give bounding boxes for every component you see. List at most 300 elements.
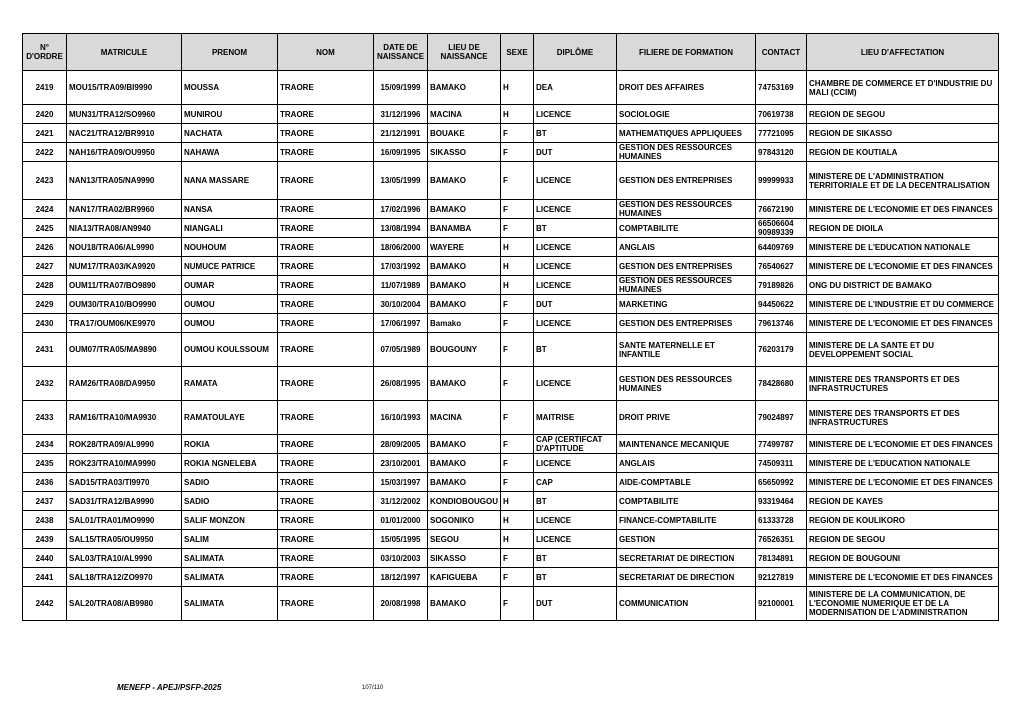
- table-row: [23, 71, 999, 105]
- cell-diplome: BT: [534, 333, 617, 367]
- cell-nom: TRAORE: [278, 401, 374, 435]
- cell-numero: 2423: [23, 162, 67, 200]
- cell-contact: 77499787: [756, 435, 807, 454]
- cell-matricule: RAM16/TRA10/MA9930: [67, 401, 182, 435]
- affectation-table: [22, 33, 999, 621]
- cell-nom: TRAORE: [278, 435, 374, 454]
- cell-affectation: REGION DE SIKASSO: [807, 124, 999, 143]
- cell-prenom: ROKIA: [182, 435, 278, 454]
- cell-contact: 78134891: [756, 549, 807, 568]
- cell-sexe: F: [501, 295, 534, 314]
- cell-filiere: SANTE MATERNELLE ET INFANTILE: [617, 333, 756, 367]
- cell-affectation: MINISTERE DE L'ECONOMIE ET DES FINANCES: [807, 473, 999, 492]
- cell-sexe: H: [501, 511, 534, 530]
- table-row: [23, 568, 999, 587]
- cell-sexe: H: [501, 257, 534, 276]
- cell-matricule: OUM30/TRA10/BO9990: [67, 295, 182, 314]
- header-row: [23, 34, 999, 71]
- cell-sexe: F: [501, 473, 534, 492]
- cell-contact: 92100001: [756, 587, 807, 621]
- cell-matricule: SAL15/TRA05/OU9950: [67, 530, 182, 549]
- cell-matricule: NIA13/TRA08/AN9940: [67, 219, 182, 238]
- table-row: [23, 314, 999, 333]
- cell-prenom: NAHAWA: [182, 143, 278, 162]
- cell-contact: 76540627: [756, 257, 807, 276]
- table-row: [23, 219, 999, 238]
- cell-diplome: BT: [534, 219, 617, 238]
- cell-date-naissance: 23/10/2001: [374, 454, 428, 473]
- cell-filiere: SECRETARIAT DE DIRECTION: [617, 549, 756, 568]
- cell-lieu-naissance: MACINA: [428, 401, 501, 435]
- table-row: [23, 105, 999, 124]
- cell-lieu-naissance: BAMAKO: [428, 162, 501, 200]
- cell-lieu-naissance: MACINA: [428, 105, 501, 124]
- cell-sexe: H: [501, 105, 534, 124]
- table-row: [23, 162, 999, 200]
- table-row: [23, 401, 999, 435]
- cell-matricule: SAD31/TRA12/BA9990: [67, 492, 182, 511]
- cell-nom: TRAORE: [278, 162, 374, 200]
- cell-matricule: OUM07/TRA05/MA9890: [67, 333, 182, 367]
- cell-date-naissance: 17/06/1997: [374, 314, 428, 333]
- cell-filiere: MATHEMATIQUES APPLIQUEES: [617, 124, 756, 143]
- table-row: [23, 587, 999, 621]
- table-row: [23, 492, 999, 511]
- cell-numero: 2422: [23, 143, 67, 162]
- cell-affectation: MINISTERE DE L'ECONOMIE ET DES FINANCES: [807, 200, 999, 219]
- cell-contact: 61333728: [756, 511, 807, 530]
- cell-lieu-naissance: BANAMBA: [428, 219, 501, 238]
- cell-affectation: REGION DE SEGOU: [807, 105, 999, 124]
- cell-prenom: OUMAR: [182, 276, 278, 295]
- cell-numero: 2437: [23, 492, 67, 511]
- cell-date-naissance: 16/09/1995: [374, 143, 428, 162]
- cell-matricule: SAL01/TRA01/MO9990: [67, 511, 182, 530]
- cell-numero: 2429: [23, 295, 67, 314]
- cell-numero: 2424: [23, 200, 67, 219]
- cell-filiere: DROIT PRIVE: [617, 401, 756, 435]
- cell-diplome: DUT: [534, 143, 617, 162]
- table-row: [23, 257, 999, 276]
- cell-lieu-naissance: BAMAKO: [428, 295, 501, 314]
- cell-lieu-naissance: BAMAKO: [428, 435, 501, 454]
- cell-lieu-naissance: BAMAKO: [428, 367, 501, 401]
- cell-matricule: NUM17/TRA03/KA9920: [67, 257, 182, 276]
- cell-diplome: LICENCE: [534, 276, 617, 295]
- table-row: [23, 511, 999, 530]
- cell-date-naissance: 26/08/1995: [374, 367, 428, 401]
- cell-diplome: BT: [534, 549, 617, 568]
- cell-date-naissance: 28/09/2005: [374, 435, 428, 454]
- cell-contact: 74509311: [756, 454, 807, 473]
- cell-matricule: NAN17/TRA02/BR9960: [67, 200, 182, 219]
- cell-numero: 2435: [23, 454, 67, 473]
- cell-diplome: BT: [534, 492, 617, 511]
- table-row: [23, 530, 999, 549]
- cell-nom: TRAORE: [278, 473, 374, 492]
- cell-affectation: REGION DE BOUGOUNI: [807, 549, 999, 568]
- cell-lieu-naissance: Bamako: [428, 314, 501, 333]
- cell-sexe: F: [501, 568, 534, 587]
- cell-prenom: NANA MASSARE: [182, 162, 278, 200]
- cell-prenom: SALIMATA: [182, 568, 278, 587]
- cell-diplome: LICENCE: [534, 367, 617, 401]
- cell-matricule: SAD15/TRA03/TI9970: [67, 473, 182, 492]
- cell-filiere: MARKETING: [617, 295, 756, 314]
- cell-contact: 79024897: [756, 401, 807, 435]
- cell-numero: 2440: [23, 549, 67, 568]
- cell-lieu-naissance: BAMAKO: [428, 71, 501, 105]
- cell-prenom: ROKIA NGNELEBA: [182, 454, 278, 473]
- cell-nom: TRAORE: [278, 367, 374, 401]
- cell-date-naissance: 30/10/2004: [374, 295, 428, 314]
- header-prenom: PRENOM: [182, 34, 278, 71]
- cell-matricule: NAC21/TRA12/BR9910: [67, 124, 182, 143]
- cell-matricule: RAM26/TRA08/DA9950: [67, 367, 182, 401]
- cell-affectation: MINISTERE DE L'ECONOMIE ET DES FINANCES: [807, 257, 999, 276]
- cell-diplome: LICENCE: [534, 314, 617, 333]
- cell-lieu-naissance: SOGONIKO: [428, 511, 501, 530]
- cell-date-naissance: 18/12/1997: [374, 568, 428, 587]
- cell-lieu-naissance: SEGOU: [428, 530, 501, 549]
- cell-matricule: SAL18/TRA12/ZO9970: [67, 568, 182, 587]
- cell-numero: 2432: [23, 367, 67, 401]
- table-row: [23, 435, 999, 454]
- table-row: [23, 295, 999, 314]
- table-row: [23, 473, 999, 492]
- cell-filiere: ANGLAIS: [617, 238, 756, 257]
- cell-lieu-naissance: KAFIGUEBA: [428, 568, 501, 587]
- cell-matricule: ROK28/TRA09/AL9990: [67, 435, 182, 454]
- header-contact: CONTACT: [756, 34, 807, 71]
- cell-date-naissance: 20/08/1998: [374, 587, 428, 621]
- cell-affectation: REGION DE DIOILA: [807, 219, 999, 238]
- cell-matricule: SAL20/TRA08/AB9980: [67, 587, 182, 621]
- cell-filiere: AIDE-COMPTABLE: [617, 473, 756, 492]
- cell-diplome: LICENCE: [534, 162, 617, 200]
- cell-nom: TRAORE: [278, 257, 374, 276]
- cell-numero: 2420: [23, 105, 67, 124]
- cell-diplome: DUT: [534, 587, 617, 621]
- cell-sexe: H: [501, 492, 534, 511]
- footer-reference: MENEFP - APEJ/PSFP-2025: [117, 683, 222, 692]
- cell-affectation: MINISTERE DE L'ECONOMIE ET DES FINANCES: [807, 314, 999, 333]
- header-date-naissance: DATE DE NAISSANCE: [374, 34, 428, 71]
- cell-prenom: SALIM: [182, 530, 278, 549]
- header-affectation: LIEU D'AFFECTATION: [807, 34, 999, 71]
- table-row: [23, 454, 999, 473]
- cell-contact: 76526351: [756, 530, 807, 549]
- cell-date-naissance: 11/07/1989: [374, 276, 428, 295]
- cell-diplome: LICENCE: [534, 200, 617, 219]
- cell-contact: 74753169: [756, 71, 807, 105]
- cell-date-naissance: 15/09/1999: [374, 71, 428, 105]
- cell-numero: 2436: [23, 473, 67, 492]
- cell-prenom: SALIMATA: [182, 549, 278, 568]
- cell-date-naissance: 03/10/2003: [374, 549, 428, 568]
- header-diplome: DIPLÔME: [534, 34, 617, 71]
- cell-numero: 2421: [23, 124, 67, 143]
- cell-contact: 76203179: [756, 333, 807, 367]
- cell-filiere: DROIT DES AFFAIRES: [617, 71, 756, 105]
- cell-affectation: MINISTERE DE LA COMMUNICATION, DE L'ECONOMIE NUMERIQUE ET DE LA MODERNISATION DE L'ADMINISTRATION: [807, 587, 999, 621]
- cell-affectation: MINISTERE DES TRANSPORTS ET DES INFRASTRUCTURES: [807, 367, 999, 401]
- cell-prenom: SADIO: [182, 473, 278, 492]
- cell-contact: 92127819: [756, 568, 807, 587]
- cell-prenom: RAMATOULAYE: [182, 401, 278, 435]
- cell-filiere: GESTION DES ENTREPRISES: [617, 257, 756, 276]
- cell-numero: 2438: [23, 511, 67, 530]
- cell-sexe: F: [501, 401, 534, 435]
- table-row: [23, 333, 999, 367]
- header-nom: NOM: [278, 34, 374, 71]
- cell-lieu-naissance: BAMAKO: [428, 257, 501, 276]
- cell-matricule: OUM11/TRA07/BO9890: [67, 276, 182, 295]
- cell-diplome: MAITRISE: [534, 401, 617, 435]
- cell-prenom: MUNIROU: [182, 105, 278, 124]
- cell-prenom: OUMOU: [182, 314, 278, 333]
- cell-nom: TRAORE: [278, 200, 374, 219]
- cell-nom: TRAORE: [278, 105, 374, 124]
- cell-sexe: F: [501, 162, 534, 200]
- cell-lieu-naissance: BAMAKO: [428, 587, 501, 621]
- cell-nom: TRAORE: [278, 71, 374, 105]
- cell-matricule: TRA17/OUM06/KE9970: [67, 314, 182, 333]
- cell-filiere: GESTION DES RESSOURCES HUMAINES: [617, 143, 756, 162]
- cell-date-naissance: 17/03/1992: [374, 257, 428, 276]
- table-row: [23, 238, 999, 257]
- cell-numero: 2425: [23, 219, 67, 238]
- cell-affectation: MINISTERE DES TRANSPORTS ET DES INFRASTRUCTURES: [807, 401, 999, 435]
- page-number: 107/110: [362, 685, 384, 691]
- cell-date-naissance: 31/12/2002: [374, 492, 428, 511]
- cell-filiere: GESTION DES ENTREPRISES: [617, 314, 756, 333]
- cell-matricule: MUN31/TRA12/SO9960: [67, 105, 182, 124]
- cell-affectation: MINISTERE DE LA SANTE ET DU DEVELOPPEMENT SOCIAL: [807, 333, 999, 367]
- cell-nom: TRAORE: [278, 143, 374, 162]
- cell-prenom: SALIMATA: [182, 587, 278, 621]
- cell-lieu-naissance: BOUAKE: [428, 124, 501, 143]
- cell-date-naissance: 21/12/1991: [374, 124, 428, 143]
- cell-diplome: BT: [534, 568, 617, 587]
- cell-date-naissance: 31/12/1996: [374, 105, 428, 124]
- cell-lieu-naissance: SIKASSO: [428, 143, 501, 162]
- cell-numero: 2430: [23, 314, 67, 333]
- cell-filiere: COMPTABILITE: [617, 219, 756, 238]
- cell-date-naissance: 18/06/2000: [374, 238, 428, 257]
- cell-numero: 2434: [23, 435, 67, 454]
- table-row: [23, 549, 999, 568]
- cell-filiere: GESTION: [617, 530, 756, 549]
- header-sexe: SEXE: [501, 34, 534, 71]
- cell-filiere: SECRETARIAT DE DIRECTION: [617, 568, 756, 587]
- cell-nom: TRAORE: [278, 549, 374, 568]
- cell-affectation: ONG DU DISTRICT DE BAMAKO: [807, 276, 999, 295]
- cell-numero: 2433: [23, 401, 67, 435]
- table-row: [23, 143, 999, 162]
- cell-sexe: H: [501, 276, 534, 295]
- cell-numero: 2442: [23, 587, 67, 621]
- cell-contact: 64409769: [756, 238, 807, 257]
- cell-numero: 2419: [23, 71, 67, 105]
- cell-lieu-naissance: SIKASSO: [428, 549, 501, 568]
- cell-date-naissance: 16/10/1993: [374, 401, 428, 435]
- cell-diplome: LICENCE: [534, 530, 617, 549]
- cell-nom: TRAORE: [278, 492, 374, 511]
- header-filiere: FILIERE DE FORMATION: [617, 34, 756, 71]
- cell-diplome: BT: [534, 124, 617, 143]
- cell-affectation: MINISTERE DE L'ADMINISTRATION TERRITORIALE ET DE LA DECENTRALISATION: [807, 162, 999, 200]
- cell-prenom: NANSA: [182, 200, 278, 219]
- cell-lieu-naissance: BOUGOUNY: [428, 333, 501, 367]
- cell-nom: TRAORE: [278, 587, 374, 621]
- cell-prenom: NUMUCE PATRICE: [182, 257, 278, 276]
- cell-prenom: NOUHOUM: [182, 238, 278, 257]
- cell-filiere: COMPTABILITE: [617, 492, 756, 511]
- cell-date-naissance: 15/03/1997: [374, 473, 428, 492]
- cell-contact: 77721095: [756, 124, 807, 143]
- cell-prenom: MOUSSA: [182, 71, 278, 105]
- cell-diplome: LICENCE: [534, 105, 617, 124]
- cell-filiere: FINANCE-COMPTABILITE: [617, 511, 756, 530]
- cell-prenom: OUMOU: [182, 295, 278, 314]
- cell-prenom: OUMOU KOULSSOUM: [182, 333, 278, 367]
- cell-matricule: SAL03/TRA10/AL9990: [67, 549, 182, 568]
- cell-diplome: CAP (CERTIFCAT D'APTITUDE: [534, 435, 617, 454]
- cell-sexe: F: [501, 587, 534, 621]
- cell-nom: TRAORE: [278, 568, 374, 587]
- cell-prenom: RAMATA: [182, 367, 278, 401]
- cell-filiere: ANGLAIS: [617, 454, 756, 473]
- cell-prenom: SALIF MONZON: [182, 511, 278, 530]
- cell-lieu-naissance: BAMAKO: [428, 454, 501, 473]
- cell-contact: 78428680: [756, 367, 807, 401]
- table-row: [23, 276, 999, 295]
- cell-sexe: F: [501, 435, 534, 454]
- cell-nom: TRAORE: [278, 314, 374, 333]
- header-lieu-naissance: LIEU DE NAISSANCE: [428, 34, 501, 71]
- cell-matricule: NAN13/TRA05/NA9990: [67, 162, 182, 200]
- cell-contact: 94450622: [756, 295, 807, 314]
- cell-matricule: MOU15/TRA09/BI9990: [67, 71, 182, 105]
- cell-nom: TRAORE: [278, 530, 374, 549]
- cell-sexe: H: [501, 238, 534, 257]
- header-numero: N° D'ORDRE: [23, 34, 67, 71]
- cell-date-naissance: 15/05/1995: [374, 530, 428, 549]
- cell-affectation: MINISTERE DE L'ECONOMIE ET DES FINANCES: [807, 568, 999, 587]
- cell-date-naissance: 13/05/1999: [374, 162, 428, 200]
- cell-contact: 76672190: [756, 200, 807, 219]
- cell-sexe: F: [501, 143, 534, 162]
- cell-contact: 97843120: [756, 143, 807, 162]
- cell-diplome: LICENCE: [534, 454, 617, 473]
- cell-sexe: F: [501, 454, 534, 473]
- cell-numero: 2441: [23, 568, 67, 587]
- table-row: [23, 124, 999, 143]
- cell-date-naissance: 17/02/1996: [374, 200, 428, 219]
- cell-numero: 2426: [23, 238, 67, 257]
- cell-numero: 2427: [23, 257, 67, 276]
- cell-contact: 66506604 90989339: [756, 219, 807, 238]
- cell-nom: TRAORE: [278, 454, 374, 473]
- cell-diplome: DEA: [534, 71, 617, 105]
- cell-affectation: MINISTERE DE L'ECONOMIE ET DES FINANCES: [807, 435, 999, 454]
- cell-affectation: REGION DE KOUTIALA: [807, 143, 999, 162]
- cell-lieu-naissance: BAMAKO: [428, 200, 501, 219]
- cell-filiere: GESTION DES RESSOURCES HUMAINES: [617, 200, 756, 219]
- cell-diplome: CAP: [534, 473, 617, 492]
- cell-affectation: MINISTERE DE L'INDUSTRIE ET DU COMMERCE: [807, 295, 999, 314]
- cell-diplome: LICENCE: [534, 511, 617, 530]
- cell-matricule: NAH16/TRA09/OU9950: [67, 143, 182, 162]
- cell-sexe: F: [501, 333, 534, 367]
- cell-lieu-naissance: KONDIOBOUGOU: [428, 492, 501, 511]
- cell-date-naissance: 01/01/2000: [374, 511, 428, 530]
- cell-contact: 79613746: [756, 314, 807, 333]
- cell-filiere: GESTION DES ENTREPRISES: [617, 162, 756, 200]
- cell-date-naissance: 13/08/1994: [374, 219, 428, 238]
- cell-filiere: GESTION DES RESSOURCES HUMAINES: [617, 367, 756, 401]
- header-matricule: MATRICULE: [67, 34, 182, 71]
- cell-contact: 65650992: [756, 473, 807, 492]
- cell-contact: 99999933: [756, 162, 807, 200]
- cell-affectation: REGION DE KOULIKORO: [807, 511, 999, 530]
- cell-contact: 70619738: [756, 105, 807, 124]
- cell-prenom: NACHATA: [182, 124, 278, 143]
- cell-lieu-naissance: BAMAKO: [428, 473, 501, 492]
- cell-sexe: F: [501, 124, 534, 143]
- cell-matricule: NOU18/TRA06/AL9990: [67, 238, 182, 257]
- cell-sexe: F: [501, 314, 534, 333]
- cell-matricule: ROK23/TRA10/MA9990: [67, 454, 182, 473]
- cell-sexe: F: [501, 367, 534, 401]
- cell-nom: TRAORE: [278, 333, 374, 367]
- cell-prenom: SADIO: [182, 492, 278, 511]
- cell-filiere: MAINTENANCE MECANIQUE: [617, 435, 756, 454]
- cell-nom: TRAORE: [278, 124, 374, 143]
- cell-contact: 93319464: [756, 492, 807, 511]
- cell-nom: TRAORE: [278, 276, 374, 295]
- table-row: [23, 200, 999, 219]
- cell-contact: 79189826: [756, 276, 807, 295]
- cell-sexe: F: [501, 549, 534, 568]
- cell-diplome: DUT: [534, 295, 617, 314]
- cell-date-naissance: 07/05/1989: [374, 333, 428, 367]
- cell-numero: 2439: [23, 530, 67, 549]
- cell-diplome: LICENCE: [534, 238, 617, 257]
- cell-nom: TRAORE: [278, 511, 374, 530]
- cell-affectation: REGION DE KAYES: [807, 492, 999, 511]
- cell-sexe: F: [501, 200, 534, 219]
- cell-affectation: REGION DE SEGOU: [807, 530, 999, 549]
- cell-filiere: COMMUNICATION: [617, 587, 756, 621]
- cell-numero: 2431: [23, 333, 67, 367]
- cell-sexe: F: [501, 219, 534, 238]
- cell-lieu-naissance: WAYERE: [428, 238, 501, 257]
- cell-prenom: NIANGALI: [182, 219, 278, 238]
- cell-nom: TRAORE: [278, 219, 374, 238]
- cell-sexe: H: [501, 71, 534, 105]
- cell-lieu-naissance: BAMAKO: [428, 276, 501, 295]
- cell-numero: 2428: [23, 276, 67, 295]
- cell-nom: TRAORE: [278, 295, 374, 314]
- cell-filiere: GESTION DES RESSOURCES HUMAINES: [617, 276, 756, 295]
- cell-affectation: CHAMBRE DE COMMERCE ET D'INDUSTRIE DU MALI (CCIM): [807, 71, 999, 105]
- cell-affectation: MINISTERE DE L'EDUCATION NATIONALE: [807, 238, 999, 257]
- cell-filiere: SOCIOLOGIE: [617, 105, 756, 124]
- cell-sexe: H: [501, 530, 534, 549]
- table-row: [23, 367, 999, 401]
